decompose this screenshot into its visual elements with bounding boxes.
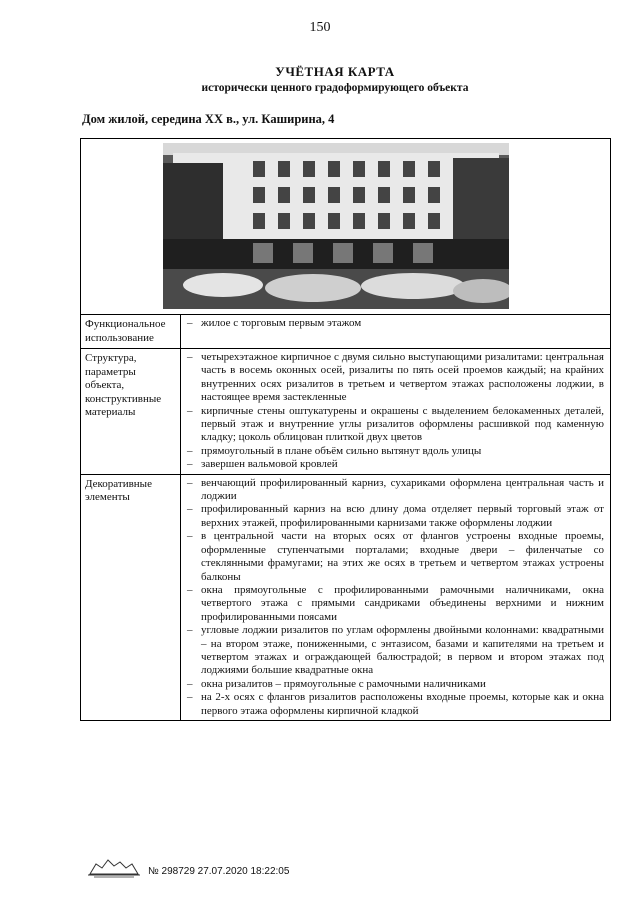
item-text: профилированный карниз на всю длину дома отделяет первый торговый этаж от верхних этажей, профилированными карнизами также оформлены лоджии — [201, 503, 604, 529]
title-block — [0, 64, 640, 94]
list-item — [187, 678, 604, 691]
stamp-icon — [86, 856, 142, 878]
row-value — [181, 315, 610, 348]
object-name: Дом жилой, середина XX в., ул. Каширина, 4 — [82, 112, 335, 126]
item-text: жилое с торговым первым этажом — [201, 317, 362, 329]
item-text: венчающий профилированный карниз, сухариками оформлена центральная часть и лоджии — [201, 476, 604, 503]
dash-marker: – — [187, 458, 193, 471]
item-text: четырехэтажное кирпичное с двумя сильно выступающими ризалитами: центральная часть в восемь оконных осей, ризалиты по пять осей проемов каждый; на крайних внутренних осях ризалитов в третьем и четвертом этажах расположены лоджии, в настоящее время застекленные — [201, 351, 604, 404]
item-text: кирпичные стены оштукатурены и окрашены с выделением белокаменных деталей, первый этаж и внутренние углы ризалитов оформлены расшивкой под каменную кладку; цоколь облицован плиткой двух цветов — [201, 404, 604, 444]
list-item — [187, 624, 604, 678]
row-structure — [81, 349, 610, 475]
list-item — [187, 351, 604, 405]
item-text: прямоугольный в плане объём сильно вытянут вдоль улицы — [201, 444, 482, 457]
list-item — [187, 584, 604, 624]
list-item — [187, 317, 604, 330]
row-value — [181, 475, 610, 720]
row-value — [181, 349, 610, 474]
row-label: Функциональное использование — [81, 315, 181, 348]
dash-marker: – — [187, 691, 193, 704]
item-text: на 2-х осях с флангов ризалитов расположены входные проемы, которые как и окна первого этажа оформлены кирпичной кладкой — [201, 691, 604, 717]
item-text: в центральной части на вторых осях от флангов устроены входные проемы, оформленные ступенчатыми порталами; входные двери – филенчатые со стеклянными фрамугами; на этих же осях в третьем и четвертом этажах устроены балконы — [201, 530, 604, 583]
row-functional-use — [81, 315, 610, 349]
list-item — [187, 691, 604, 718]
item-text: угловые лоджии ризалитов по углам оформлены двойными колоннами: квадратными – на втором этаже, пониженными, с энтазисом, базами и капителями на третьем и четвертом этажах и ограждающей балюстрадой; в первом и втором этажах под лоджиями большие квадратные окна — [201, 624, 604, 677]
document-footer: № 298729 27.07.2020 18:22:05 — [148, 866, 290, 877]
dash-marker: – — [187, 404, 193, 417]
dash-marker: – — [187, 530, 193, 543]
dash-marker: – — [187, 503, 193, 516]
dash-marker: – — [187, 583, 193, 596]
list-item — [187, 530, 604, 584]
card-table — [80, 138, 611, 721]
dash-marker: – — [187, 624, 193, 637]
item-text: окна ризалитов – прямоугольные с рамочными наличниками — [201, 677, 486, 690]
photo-row — [81, 139, 610, 315]
item-text: завершен вальмовой кровлей — [201, 458, 338, 471]
page-number: 150 — [309, 20, 331, 35]
dash-marker: – — [187, 317, 193, 329]
row-label: Декоративные элементы — [81, 475, 181, 720]
card-title: УЧЁТНАЯ КАРТА — [275, 64, 395, 79]
list-item — [187, 458, 604, 471]
dash-marker: – — [187, 444, 193, 457]
dash-marker: – — [187, 677, 193, 690]
list-item — [187, 445, 604, 458]
list-item — [187, 405, 604, 445]
item-text: окна прямоугольные с профилированными рамочными наличниками, окна четвертого этажа с прямыми сандриками объединены верхними и нижним профилированными поясами — [201, 583, 604, 623]
list-item — [187, 503, 604, 530]
building-photo — [163, 143, 509, 309]
card-subtitle: исторически ценного градоформирующего объекта — [201, 82, 469, 94]
dash-marker: – — [187, 351, 193, 363]
row-label: Структура, параметры объекта, конструктивные материалы — [81, 349, 181, 474]
list-item — [187, 477, 604, 504]
dash-marker: – — [187, 476, 193, 489]
row-decorative — [81, 475, 610, 720]
